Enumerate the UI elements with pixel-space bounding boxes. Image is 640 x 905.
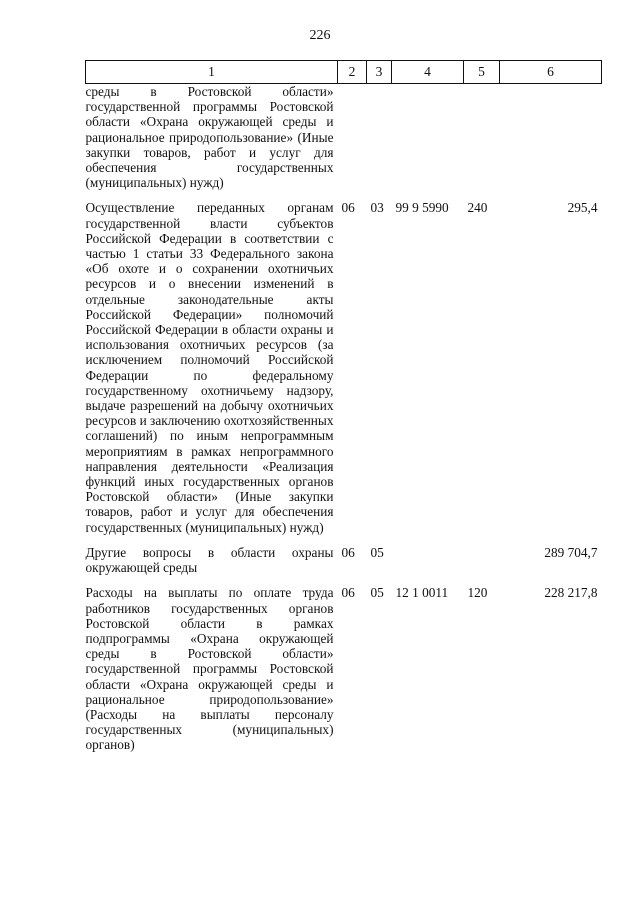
row-pr: 03 <box>370 200 384 216</box>
table-row <box>86 84 602 191</box>
row-amount: 228 217,8 <box>544 585 598 601</box>
row-amount: 289 704,7 <box>544 544 598 560</box>
row-pr <box>367 84 392 191</box>
row-csr: 99 9 5990 <box>395 200 449 216</box>
row-amount <box>500 84 602 191</box>
row-vr: 240 <box>467 200 488 216</box>
row-rz <box>338 84 367 191</box>
row-description: Другие вопросы в области охраны окружающей среды <box>85 544 334 576</box>
row-csr: 12 1 0011 <box>395 585 449 601</box>
row-description: Осуществление переданных органам государственной власти субъектов Российской Федерации в соответствии с частью 1 статьи 33 Федерального закона «Об охоте и о сохранении охотничьих ресурсов и о внесении изменений в отдельные законодательные акты Российской Федерации» полномочий Российской Федерации в области охраны и использования охотничьих ресурсов (за исключением полномочий Российской Федерации по федеральному государственному охотничьему надзору, выдаче разрешений на добычу охотничьих ресурсов и заключению охотхозяйственных соглашений) по иным непрограммным мероприятиям в рамках непрограммного направления деятельности «Реализация функций иных государственных органов Ростовской области» (Иные закупки товаров, работ и услуг для обеспечения государственных (муниципальных) нужд) <box>85 200 334 535</box>
column-header-3: 3 <box>367 61 392 84</box>
column-header-4: 4 <box>392 61 464 84</box>
row-vr: 120 <box>467 585 488 601</box>
row-rz: 06 <box>341 544 355 560</box>
row-amount: 295,4 <box>567 200 598 216</box>
row-csr <box>392 545 464 575</box>
row-csr <box>392 84 464 191</box>
column-header-6: 6 <box>500 61 602 84</box>
row-vr <box>464 545 500 575</box>
row-vr <box>464 84 500 191</box>
column-header-5: 5 <box>464 61 500 84</box>
budget-table <box>85 60 602 753</box>
row-pr: 05 <box>370 544 384 560</box>
row-rz: 06 <box>341 200 355 216</box>
row-description: Расходы на выплаты по оплате труда работников государственных органов Ростовской области в рамках подпрограммы «Охрана окружающей среды в Ростовской области» государственной программы Ростовской области «Охрана окружающей среды и рациональное природопользование» (Расходы на выплаты персоналу государственных (муниципальных) органов) <box>85 585 334 753</box>
page-number: 226 <box>309 28 331 43</box>
header-row <box>86 61 602 84</box>
column-header-1: 1 <box>86 61 338 84</box>
table-row <box>86 545 602 575</box>
table-row <box>86 585 602 752</box>
table-row <box>86 200 602 534</box>
row-description: среды в Ростовской области» государственной программы Ростовской области «Охрана окружающей среды и рациональное природопользование» (Иные закупки товаров, работ и услуг для обеспечения государственных (муниципальных) нужд) <box>85 84 334 191</box>
row-pr: 05 <box>370 585 384 601</box>
column-header-2: 2 <box>338 61 367 84</box>
row-rz: 06 <box>341 585 355 601</box>
